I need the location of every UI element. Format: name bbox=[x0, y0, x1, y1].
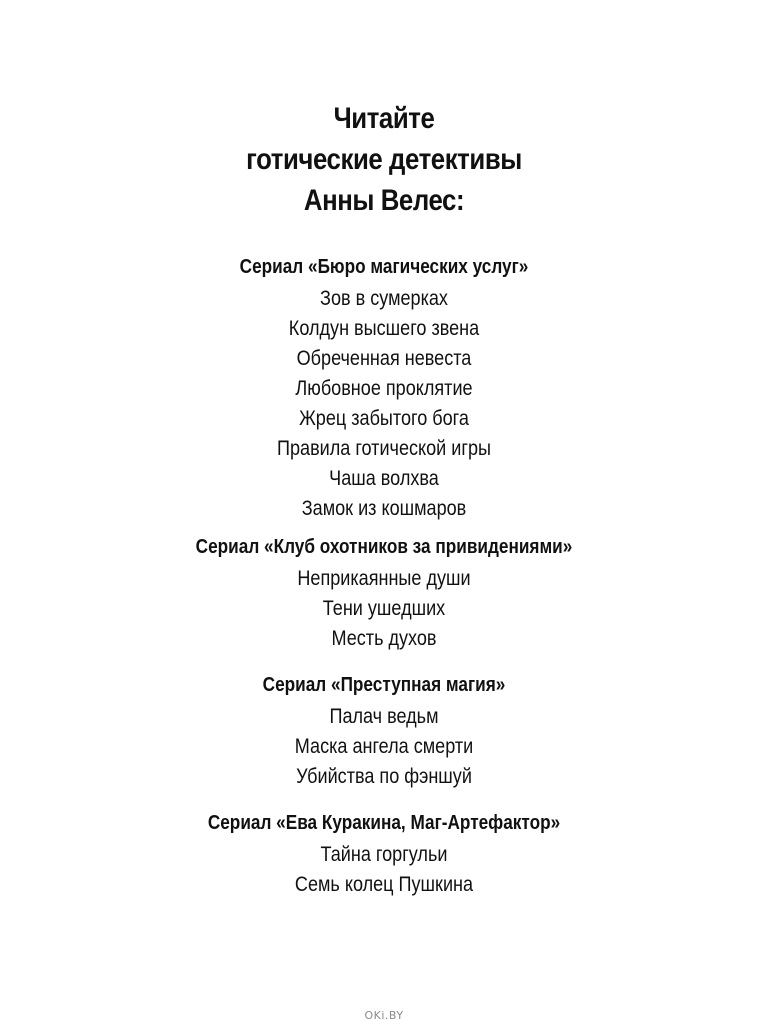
book-title: Убийства по фэншуй bbox=[296, 765, 472, 788]
book-title: Тени ушедших bbox=[322, 597, 446, 620]
book-title: Тайна горгульи bbox=[320, 843, 448, 866]
book-title: Семь колец Пушкина bbox=[294, 873, 474, 896]
book-list bbox=[0, 840, 768, 900]
series-ghost-hunters-club bbox=[0, 530, 768, 654]
book-title: Правила готической игры bbox=[276, 437, 491, 460]
series-heading: Сериал «Бюро магических услуг» bbox=[239, 256, 529, 278]
book-title: Месть духов bbox=[331, 627, 437, 650]
series-heading: Сериал «Ева Куракина, Маг-Артефактор» bbox=[207, 812, 561, 834]
book-title: Колдун высшего звена bbox=[288, 317, 480, 340]
book-list bbox=[0, 702, 768, 792]
title-line-1: Читайте bbox=[333, 102, 435, 135]
book-title: Замок из кошмаров bbox=[301, 497, 467, 520]
book-title: Палач ведьм bbox=[329, 705, 439, 728]
book-title: Жрец забытого бога bbox=[299, 407, 469, 430]
book-list bbox=[0, 284, 768, 524]
page-title bbox=[0, 98, 768, 221]
series-eva-kurakina bbox=[0, 806, 768, 900]
book-title: Обреченная невеста bbox=[296, 347, 472, 370]
book-title: Маска ангела смерти bbox=[294, 735, 474, 758]
book-list bbox=[0, 564, 768, 654]
book-title: Чаша волхва bbox=[329, 467, 439, 490]
title-line-3: Анны Велес: bbox=[303, 184, 465, 217]
series-criminal-magic bbox=[0, 668, 768, 792]
title-line-2: готические детективы bbox=[246, 143, 522, 176]
series-heading: Сериал «Преступная магия» bbox=[262, 674, 506, 696]
watermark: OKi.BY bbox=[364, 1009, 404, 1022]
series-heading: Сериал «Клуб охотников за привидениями» bbox=[195, 536, 573, 558]
book-title: Любовное проклятие bbox=[295, 377, 473, 400]
book-title: Неприкаянные души bbox=[297, 567, 471, 590]
series-bureau-of-magic-services bbox=[0, 250, 768, 524]
book-title: Зов в сумерках bbox=[320, 287, 448, 310]
